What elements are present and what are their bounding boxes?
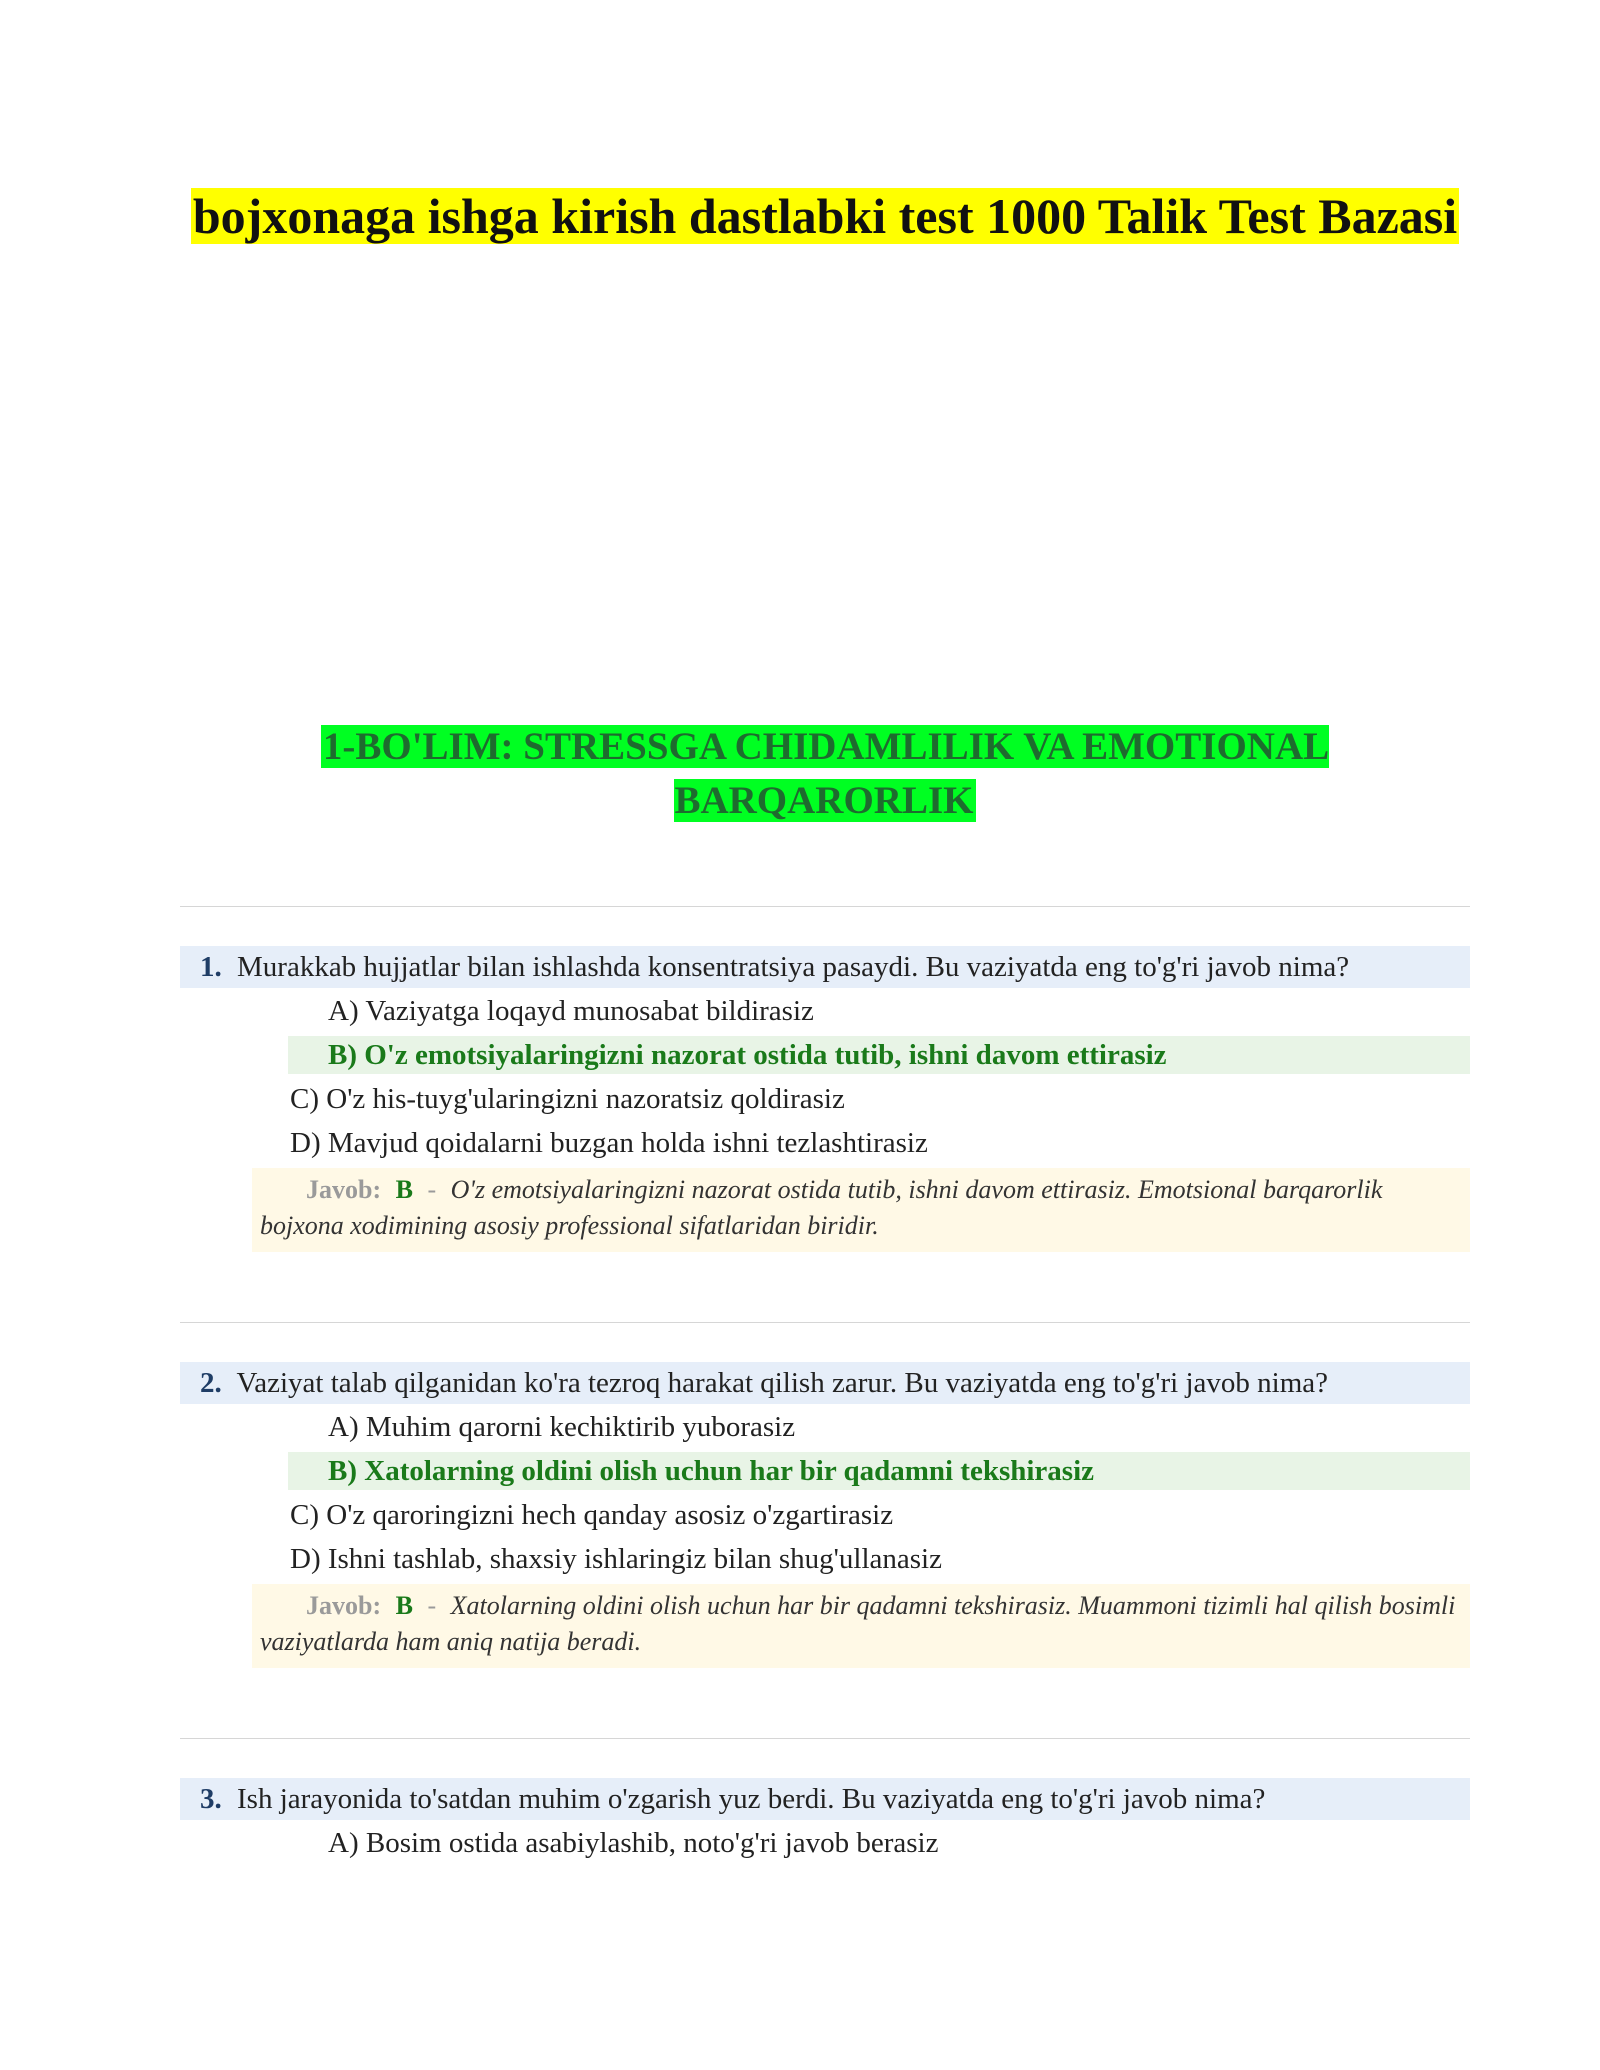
section-title-text: 1-BO'LIM: STRESSGA CHIDAMLILIK VA EMOTIONAL BARQARORLIK	[322, 725, 1330, 822]
answer-letter: B	[395, 1591, 413, 1620]
option-c: C) O'z qaroringizni hech qanday asosiz o'zgartirasiz	[290, 1499, 894, 1531]
document-title	[180, 182, 1470, 250]
question-3	[180, 1778, 1470, 1864]
question-text: Ish jarayonida to'satdan muhim o'zgarish yuz berdi. Bu vaziyatda eng to'g'ri javob nima?	[237, 1783, 1266, 1815]
option-a: A) Vaziyatga loqayd munosabat bildirasiz	[328, 995, 814, 1027]
option-d: D) Mavjud qoidalarni buzgan holda ishni tezlashtirasiz	[290, 1127, 928, 1159]
option-c: C) O'z his-tuyg'ularingizni nazoratsiz qoldirasiz	[290, 1083, 845, 1115]
question-text-row	[180, 1362, 1470, 1404]
divider	[180, 1322, 1470, 1323]
question-number: 3.	[200, 1783, 222, 1815]
answer-label: Javob:	[306, 1591, 382, 1620]
question-text-row	[180, 1778, 1470, 1820]
answer-dash: -	[427, 1591, 437, 1620]
divider	[180, 906, 1470, 907]
section-title	[180, 720, 1470, 828]
answer-label: Javob:	[306, 1175, 382, 1204]
option-a: A) Bosim ostida asabiylashib, noto'g'ri javob berasiz	[328, 1827, 939, 1859]
question-text-row	[180, 946, 1470, 988]
option-d: D) Ishni tashlab, shaxsiy ishlaringiz bilan shug'ullanasiz	[290, 1543, 942, 1575]
question-number: 2.	[200, 1367, 222, 1399]
answer-box	[252, 1168, 1470, 1252]
question-text: Murakkab hujjatlar bilan ishlashda konsentratsiya pasaydi. Bu vaziyatda eng to'g'ri javob nima?	[237, 951, 1350, 983]
option-b-correct: B) Xatolarning oldini olish uchun har bir qadamni tekshirasiz	[288, 1452, 1470, 1490]
option-a: A) Muhim qarorni kechiktirib yuborasiz	[328, 1411, 796, 1443]
answer-box	[252, 1584, 1470, 1668]
divider	[180, 1738, 1470, 1739]
answer-dash: -	[427, 1175, 437, 1204]
answer-letter: B	[395, 1175, 413, 1204]
document-title-text: bojxonaga ishga kirish dastlabki test 1000 Talik Test Bazasi	[192, 188, 1458, 244]
answer-explanation: O'z emotsiyalaringizni nazorat ostida tutib, ishni davom ettirasiz. Emotsional barqarorlik bojxona xodimining asosiy professional sifatlaridan biridir.	[260, 1175, 1383, 1240]
question-1	[180, 946, 1470, 1252]
question-text: Vaziyat talab qilganidan ko'ra tezroq harakat qilish zarur. Bu vaziyatda eng to'g'ri javob nima?	[236, 1367, 1328, 1399]
question-number: 1.	[200, 951, 222, 983]
option-b-correct: B) O'z emotsiyalaringizni nazorat ostida tutib, ishni davom ettirasiz	[288, 1036, 1470, 1074]
question-2	[180, 1362, 1470, 1668]
answer-explanation: Xatolarning oldini olish uchun har bir qadamni tekshirasiz. Muammoni tizimli hal qilish bosimli vaziyatlarda ham aniq natija beradi.	[260, 1591, 1456, 1656]
